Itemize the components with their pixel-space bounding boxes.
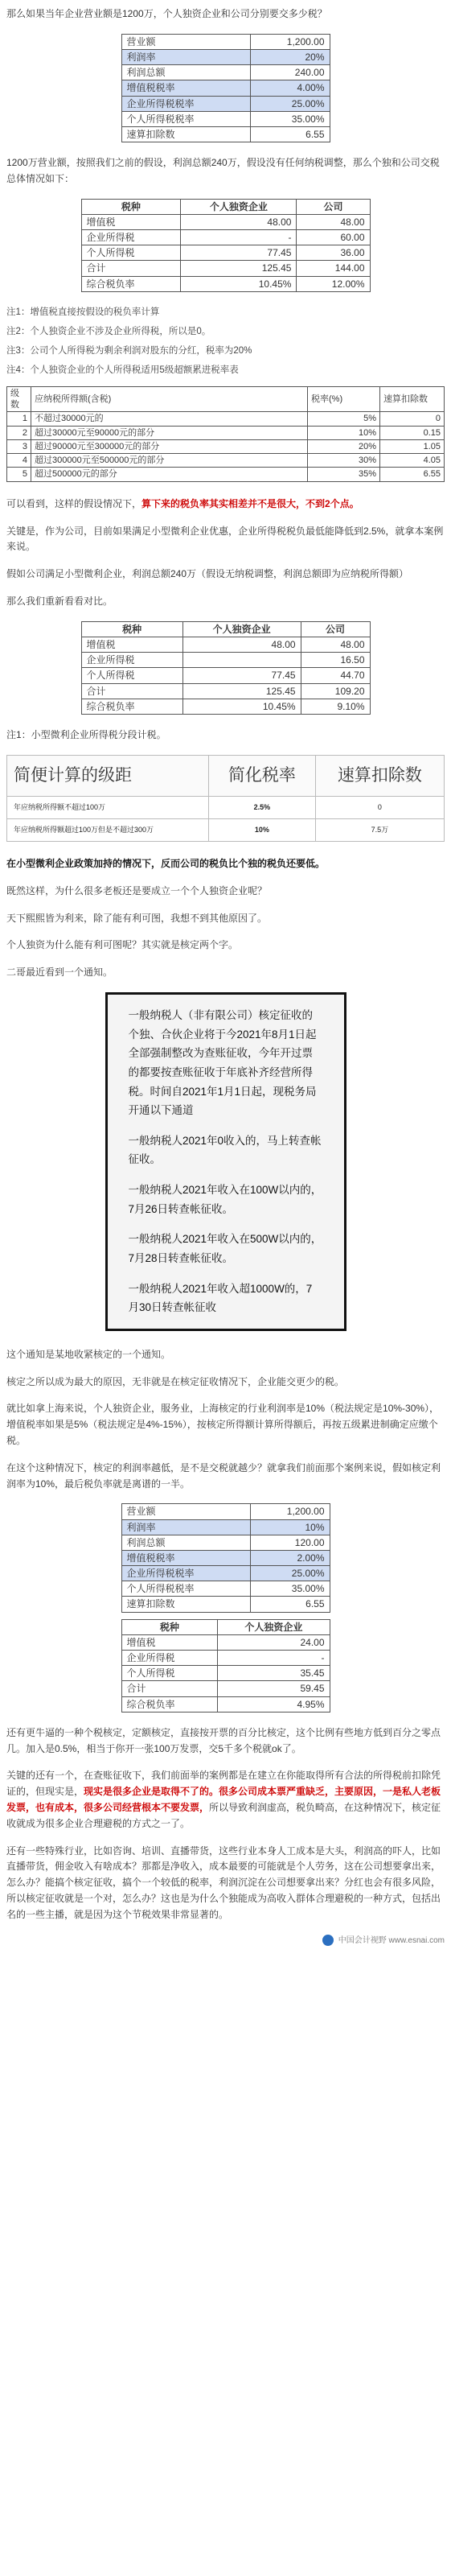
assumption-row (121, 34, 330, 49)
assumption-row (121, 65, 330, 80)
row-label: 个人所得税税率 (121, 111, 250, 126)
col-tax-type: 税种 (81, 621, 182, 637)
row-label: 营业额 (121, 34, 250, 49)
row-label: 利润总额 (121, 65, 250, 80)
row-sole-value: 4.95% (218, 1696, 330, 1712)
bracket-level: 1 (7, 412, 31, 426)
watermark-url: www.esnai.com (388, 1935, 445, 1945)
col-tax-type: 税种 (81, 199, 181, 214)
paragraph-reason: 核定之所以成为最大的原因，无非就是在核定征收情况下，企业能交更少的税。 (6, 1375, 345, 1387)
tax-notice-image (105, 992, 346, 1331)
row-sole-value: 77.45 (182, 668, 301, 683)
comparison-row (81, 653, 370, 668)
row-value: 10% (250, 1519, 330, 1535)
note-1: 注1：增值税直接按假设的税负率计算 (6, 307, 160, 317)
row-label: 增值税税率 (121, 80, 250, 96)
row-value: 2.00% (250, 1550, 330, 1565)
col-range: 应纳税所得额(含税) (31, 386, 308, 412)
notice-line-3: 一般纳税人2021年收入在100W以内的，7月26日转查帐征收。 (128, 1184, 322, 1215)
row-company-value: 9.10% (301, 699, 370, 714)
col-sole-proprietorship: 个人独资企业 (181, 199, 297, 214)
assumption-row (121, 49, 330, 64)
col-bracket: 简便计算的级距 (7, 755, 209, 797)
row-label: 增值税税率 (121, 1550, 250, 1565)
site-logo-icon (322, 1935, 334, 1946)
tax-bracket-row (7, 412, 445, 426)
row-tax-type: 企业所得税 (81, 230, 181, 245)
row-value: 120.00 (250, 1535, 330, 1550)
row-tax-type: 个人所得税 (81, 668, 182, 683)
col-simplified-rate: 简化税率 (209, 755, 316, 797)
assumption-table-2 (121, 1503, 330, 1612)
row-label: 利润总额 (121, 1535, 250, 1550)
row-tax-type: 增值税 (81, 637, 182, 652)
simplified-row (7, 819, 445, 842)
row-sole-value: 77.45 (181, 245, 297, 261)
col-sole-proprietorship: 个人独资企业 (182, 621, 301, 637)
bracket-range: 超过300000元至500000元的部分 (31, 454, 308, 468)
bracket-level: 2 (7, 426, 31, 439)
notes-block (6, 305, 445, 378)
paragraph-lower-rate: 在这个这种情况下，核定的利润率越低，是不是交税就越少？就拿我们前面那个案例来说，假如核定利润率为10%，最后税负率就是离谱的一半。 (6, 1461, 441, 1490)
row-sole-value (182, 653, 301, 668)
row-company-value: 48.00 (297, 214, 370, 229)
bracket-level: 3 (7, 439, 31, 453)
tax-comparison-table-3 (121, 1619, 330, 1713)
row-sole-value: 125.45 (181, 261, 297, 276)
comparison-row (121, 1666, 330, 1681)
row-company-value: 44.70 (301, 668, 370, 683)
bracket-range: 超过30000元至90000元的部分 (31, 426, 308, 439)
row-company-value: 144.00 (297, 261, 370, 276)
comparison-row (81, 668, 370, 683)
tax-bracket-row (7, 426, 445, 439)
note-4: 注4：个人独资企业的个人所得税适用5级超额累进税率表 (6, 365, 239, 375)
row-company-value: 12.00% (297, 276, 370, 291)
bracket-range: 不超过30000元的 (31, 412, 308, 426)
row-tax-type: 增值税 (81, 214, 181, 229)
row-label: 企业所得税税率 (121, 96, 250, 111)
assumption-row (121, 111, 330, 126)
row-tax-type: 综合税负率 (81, 699, 182, 714)
notice-line-4: 一般纳税人2021年收入在500W以内的，7月28日转查帐征收。 (128, 1233, 322, 1264)
row-company-value: 60.00 (297, 230, 370, 245)
progressive-tax-table (6, 386, 445, 482)
paragraph-why: 既然这样，为什么很多老板还是要成立一个个人独资企业呢？ (6, 884, 268, 896)
bracket-rate: 5% (308, 412, 380, 426)
row-sole-value: - (181, 230, 297, 245)
row-value: 35.00% (250, 1581, 330, 1597)
row-label: 营业额 (121, 1504, 250, 1519)
paragraph-verification: 个人独资为什么能有利可图呢？其实就是核定两个字。 (6, 939, 239, 951)
row-sole-value: 10.45% (181, 276, 297, 291)
tax-comparison-table-2 (81, 621, 371, 715)
assumption-row (121, 1581, 330, 1597)
row-value: 25.00% (250, 96, 330, 111)
bracket-level: 4 (7, 454, 31, 468)
simplified-range: 年应纳税所得额不超过100万 (7, 797, 209, 819)
row-sole-value: 125.45 (182, 683, 301, 699)
row-tax-type: 合计 (81, 261, 181, 276)
row-sole-value: 48.00 (181, 214, 297, 229)
row-sole-value: 10.45% (182, 699, 301, 714)
paragraph-small-profit: 关键是，作为公司，目前如果满足小型微利企业优惠，企业所得税税负最低能降低到2.5%，就拿本案例来说。 (6, 525, 444, 553)
comparison-row (81, 276, 370, 291)
comparison-row (81, 230, 370, 245)
paragraph-assumption: 假如公司满足小型微利企业，利润总额240万（假设无纳税调整，利润总额即为应纳税所得额） (6, 568, 409, 580)
paragraph-notice-desc: 这个通知是某地收紧核定的一个通知。 (6, 1348, 171, 1360)
row-value: 240.00 (250, 65, 330, 80)
simplified-range: 年应纳税所得额超过100万但是不超过300万 (7, 819, 209, 842)
row-value: 20% (250, 49, 330, 64)
bracket-quick: 0.15 (380, 426, 445, 439)
col-quick-deduction: 速算扣除数 (315, 755, 444, 797)
row-company-value: 36.00 (297, 245, 370, 261)
paragraph-lower-tax: 在小型微利企业政策加持的情况下，反而公司的税负比个独的税负还要低。 (6, 858, 326, 870)
bracket-quick: 6.55 (380, 468, 445, 481)
bracket-range: 超过500000元的部分 (31, 468, 308, 481)
note-2: 注2：个人独资企业不涉及企业所得税，所以是0。 (6, 326, 211, 336)
col-tax-type: 税种 (121, 1619, 218, 1634)
row-company-value: 16.50 (301, 653, 370, 668)
row-tax-type: 增值税 (121, 1634, 218, 1650)
paragraph-notice-intro: 二哥最近看到一个通知。 (6, 967, 113, 979)
assumption-row (121, 1550, 330, 1565)
row-label: 企业所得税税率 (121, 1566, 250, 1581)
row-tax-type: 企业所得税 (121, 1651, 218, 1666)
col-level: 级数 (7, 386, 31, 412)
bracket-quick: 4.05 (380, 454, 445, 468)
assumption-row (121, 1504, 330, 1519)
site-watermark (6, 1935, 445, 1948)
comparison-row (121, 1681, 330, 1696)
col-rate: 税率(%) (308, 386, 380, 412)
row-value: 1,200.00 (250, 1504, 330, 1519)
comparison-row (121, 1634, 330, 1650)
row-tax-type: 个人所得税 (81, 245, 181, 261)
row-sole-value: 24.00 (218, 1634, 330, 1650)
simplified-quick: 7.5万 (315, 819, 444, 842)
assumption-row (121, 1597, 330, 1612)
bracket-rate: 35% (308, 468, 380, 481)
tax-bracket-row (7, 454, 445, 468)
row-value: 35.00% (250, 111, 330, 126)
bracket-range: 超过90000元至300000元的部分 (31, 439, 308, 453)
paragraph-audit-reality (6, 1768, 445, 1832)
intro-question: 那么如果当年企业营业额是1200万，个人独资企业和公司分别要交多少税？ (6, 8, 327, 19)
assumption-row (121, 96, 330, 111)
simplified-rate: 10% (209, 819, 316, 842)
assumption-table-1 (121, 34, 330, 142)
notice-line-2: 一般纳税人2021年0收入的，马上转查帐征收。 (128, 1134, 322, 1166)
notice-line-5: 一般纳税人2021年收入超1000W的，7月30日转查帐征收 (128, 1282, 313, 1314)
row-label: 速算扣除数 (121, 126, 250, 142)
row-company-value: 109.20 (301, 683, 370, 699)
bracket-level: 5 (7, 468, 31, 481)
audit-text-2: 所以导致利润虚高，税负畸高，在这种情况下，核定征收就成为很多企业合理避税的方式之一了。 (6, 1801, 441, 1829)
row-value: 25.00% (250, 1566, 330, 1581)
comparison-row (81, 699, 370, 714)
assumption-row (121, 80, 330, 96)
paragraph-profit: 天下熙熙皆为利来，除了能有利可图，我想不到其他原因了。 (6, 912, 268, 924)
row-sole-value: - (218, 1651, 330, 1666)
row-label: 速算扣除数 (121, 1597, 250, 1612)
row-label: 利润率 (121, 49, 250, 64)
simplified-rate-table (6, 755, 445, 842)
simplified-rate: 2.5% (209, 797, 316, 819)
comparison-row (81, 245, 370, 261)
paragraph-compare-again: 那么我们重新看看对比。 (6, 595, 113, 607)
paragraph-shanghai: 就比如拿上海来说，个人独资企业，服务业，上海核定的行业利润率是10%（税法规定是10%-30%），增值税率如果是5%（税法规定是4%-15%），按核定所得额计算所得额后，再按五级累进制确定应缴个税。 (6, 1403, 440, 1446)
row-tax-type: 综合税负率 (81, 276, 181, 291)
comparison-row (81, 214, 370, 229)
row-sole-value: 35.45 (218, 1666, 330, 1681)
comparison-row (81, 637, 370, 652)
row-value: 6.55 (250, 126, 330, 142)
row-label: 利润率 (121, 1519, 250, 1535)
bracket-quick: 0 (380, 412, 445, 426)
comparison-row (81, 683, 370, 699)
col-company: 公司 (297, 199, 370, 214)
assumption-row (121, 1535, 330, 1550)
row-company-value: 48.00 (301, 637, 370, 652)
paragraph-overview: 1200万营业额，按照我们之前的假设，利润总额240万，假设没有任何纳税调整，那么个独和公司交税总体情况如下： (6, 157, 440, 184)
comparison-row (121, 1696, 330, 1712)
assumption-row (121, 126, 330, 142)
audit-text-1: 关键的还有一个，在查账征收下，我们前面举的案例都是在建立在你能取得所有合法的所得税前扣除凭证的，但现实是， (6, 1770, 441, 1798)
bracket-rate: 30% (308, 454, 380, 468)
watermark-name: 中国会计视野 (338, 1935, 387, 1945)
row-label: 个人所得税税率 (121, 1581, 250, 1597)
row-value: 1,200.00 (250, 34, 330, 49)
tax-bracket-row (7, 468, 445, 481)
bracket-rate: 10% (308, 426, 380, 439)
row-tax-type: 企业所得税 (81, 653, 182, 668)
bracket-rate: 20% (308, 439, 380, 453)
comparison-row (121, 1651, 330, 1666)
note-3: 注3：公司个人所得税为剩余利润对股东的分红，税率为20% (6, 345, 252, 356)
row-tax-type: 合计 (121, 1681, 218, 1696)
comparison-row (81, 261, 370, 276)
paragraph-fixed-quota: 还有更牛逼的一种个税核定，定额核定，直接按开票的百分比核定，这个比例有些地方低到百分之零点几。加入是0.5%，相当于你开一张100万发票，交5千多个税就ok了。 (6, 1726, 441, 1754)
row-value: 6.55 (250, 1597, 330, 1612)
assumption-row (121, 1519, 330, 1535)
simplified-quick: 0 (315, 797, 444, 819)
conclusion-highlight: 算下来的税负率其实相差并不是很大，不到2个点。 (141, 497, 359, 509)
audit-highlight: 现实是很多企业是取得不了的。很多公司成本票严重缺乏，主要原因，一是私人老板发票，也有成本，很多公司经营根本不要发票， (6, 1786, 441, 1813)
paragraph-special-industries: 还有一些特殊行业，比如咨询、培训、直播带货，这些行业本身人工成本是大头，利润高的吓人，比如直播带货，佣金收入有啥成本？那都是净收入，成本最要的可能就是个人劳务，这在公司想要拿出来，怎么办？能搞个核定征收，搞个一个较低的税率，利润沉淀在公司想要拿出来？分红也会有很多风险，所以核定征收就是一个对，怎么办？这也是为什么个独能成为高收入群体合理避税的一种方式，包括出名的一些主播，就是因为这个节税效果非常显著的。 (6, 1844, 441, 1920)
row-value: 4.00% (250, 80, 330, 96)
note-small-profit: 注1：小型微利企业所得税分段计税。 (6, 728, 166, 740)
row-tax-type: 个人所得税 (121, 1666, 218, 1681)
col-quick: 速算扣除数 (380, 386, 445, 412)
bracket-quick: 1.05 (380, 439, 445, 453)
row-sole-value: 48.00 (182, 637, 301, 652)
paragraph-conclusion-1 (6, 497, 445, 513)
simplified-row (7, 797, 445, 819)
row-tax-type: 合计 (81, 683, 182, 699)
notice-line-1: 一般纳税人（非有限公司）核定征收的个独、合伙企业将于今2021年8月1日起全部强制整改为查账征收，今年开过票的都要按查账征收于年底补齐经营所得税。时间自2021年1月1日起，现税务局开通以下通道 (128, 1009, 317, 1117)
conclusion-text: 可以看到，这样的假设情况下， (6, 497, 142, 509)
tax-comparison-table-1 (81, 199, 371, 292)
col-company: 公司 (301, 621, 370, 637)
tax-bracket-row (7, 439, 445, 453)
row-tax-type: 综合税负率 (121, 1696, 218, 1712)
col-sole-proprietorship: 个人独资企业 (218, 1619, 330, 1634)
row-sole-value: 59.45 (218, 1681, 330, 1696)
assumption-row (121, 1566, 330, 1581)
